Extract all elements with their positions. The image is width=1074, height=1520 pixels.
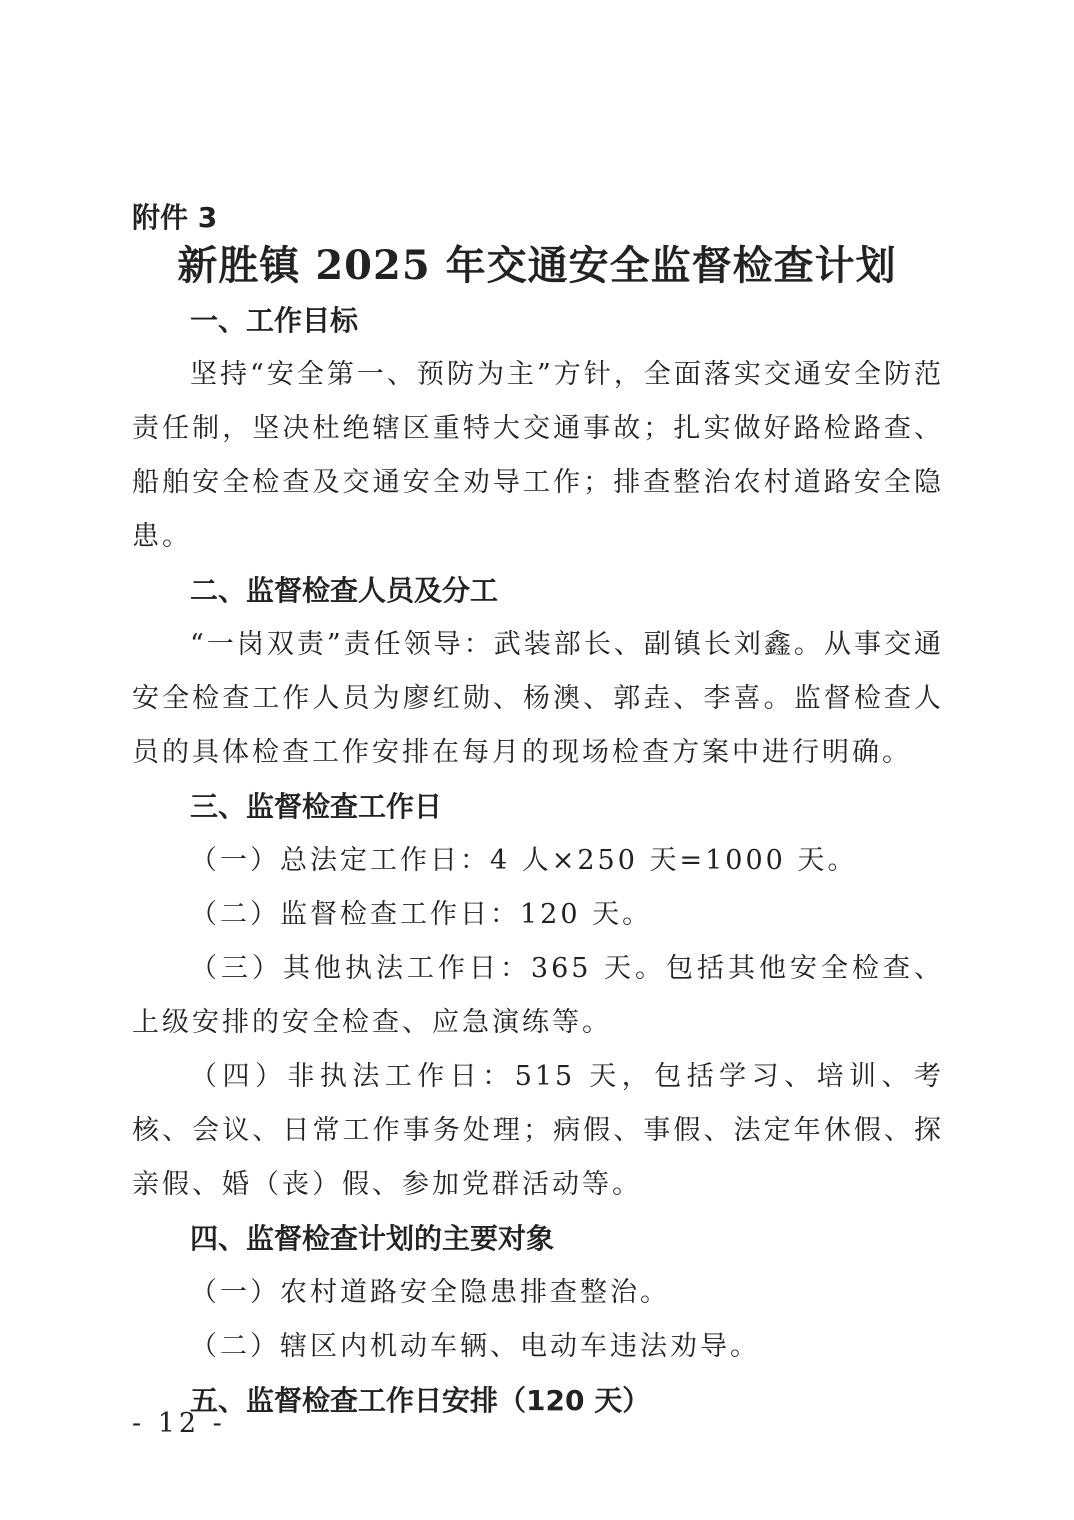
paragraph-target-rural-roads: （一）农村道路安全隐患排查整治。 [190,1277,670,1308]
paragraph-goals: 坚持“安全第一、预防为主”方针，全面落实交通安全防范责任制，坚决杜绝辖区重特大交通事故；扎实做好路检路查、船舶安全检查及交通安全劝导工作；排查整治农村道路安全隐患。 [132,359,944,552]
document-title: 新胜镇 2025 年交通安全监督检查计划 [177,242,897,289]
document-body [132,294,944,1428]
paragraph-total-workdays: （一）总法定工作日：4 人×250 天=1000 天。 [190,845,858,876]
section-heading-targets: 四、监督检查计划的主要对象 [190,1222,555,1255]
paragraph-other-enforcement-workdays: （三）其他执法工作日：365 天。包括其他安全检查、上级安排的安全检查、应急演练等。 [132,953,944,1038]
page-number: - 12 - [132,1408,226,1439]
paragraph-non-enforcement-workdays: （四）非执法工作日：515 天，包括学习、培训、考核、会议、日常工作事务处理；病假、事假、法定年休假、探亲假、婚（丧）假、参加党群活动等。 [132,1061,944,1200]
section-heading-workdays: 三、监督检查工作日 [190,790,443,823]
paragraph-target-vehicles: （二）辖区内机动车辆、电动车违法劝导。 [190,1331,760,1362]
section-heading-goals: 一、工作目标 [190,304,359,337]
section-heading-staff: 二、监督检查人员及分工 [190,574,499,607]
section-heading-schedule: 五、监督检查工作日安排（120 天） [190,1384,651,1417]
attachment-label: 附件 3 [132,201,218,234]
paragraph-inspection-workdays: （二）监督检查工作日：120 天。 [190,899,653,930]
paragraph-staff: “一岗双责”责任领导：武装部长、副镇长刘鑫。从事交通安全检查工作人员为廖红勋、杨澳、郭垚、李喜。监督检查人员的具体检查工作安排在每月的现场检查方案中进行明确。 [132,629,944,768]
